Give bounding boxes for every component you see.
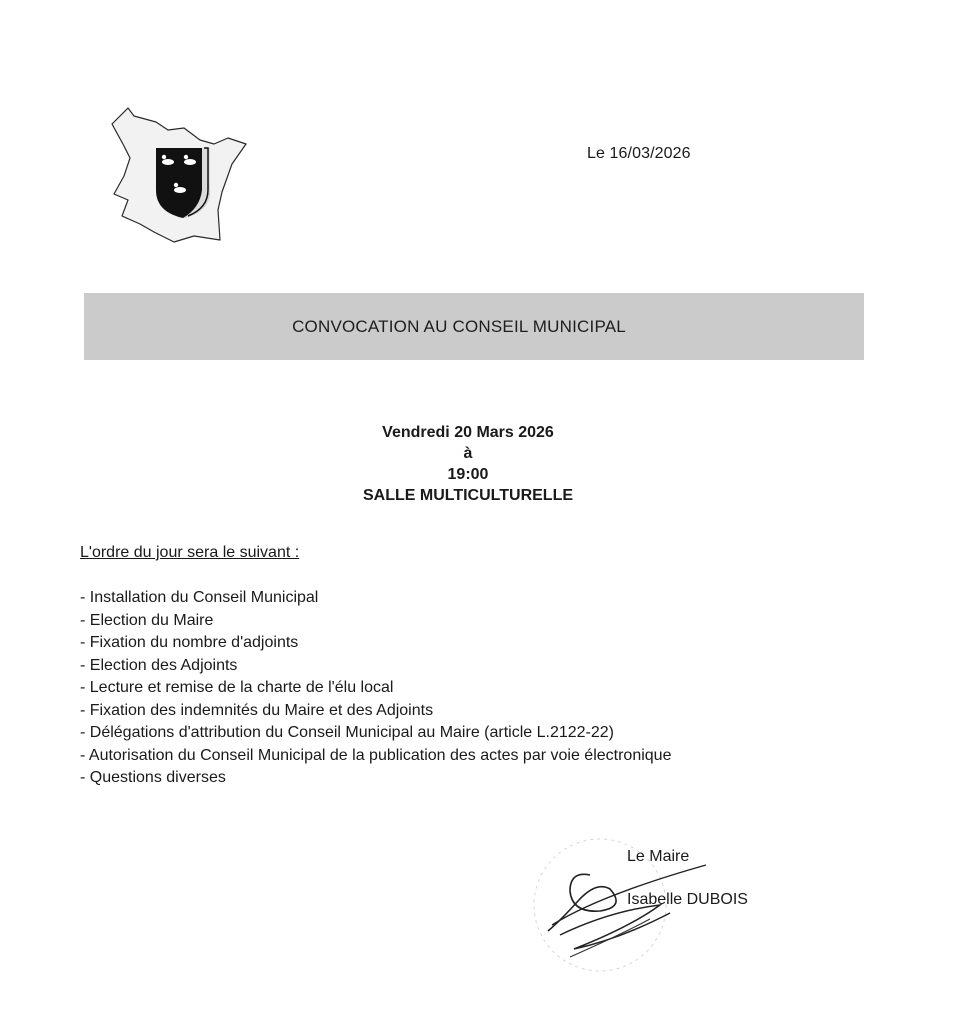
municipal-crest-icon: [104, 104, 254, 244]
signatory-name: Isabelle DUBOIS: [627, 891, 748, 908]
agenda-intro: L'ordre du jour sera le suivant :: [80, 544, 300, 561]
agenda-item: - Fixation des indemnités du Maire et des Adjoints: [80, 701, 434, 719]
agenda-item: - Installation du Conseil Municipal: [80, 589, 319, 606]
agenda-item: - Délégations d'attribution du Conseil Municipal au Maire (article L.2122-22): [80, 724, 614, 741]
title-banner: [84, 293, 864, 360]
agenda-item: - Lecture et remise de la charte de l'élu local: [80, 679, 394, 696]
agenda-item: - Fixation du nombre d'adjoints: [80, 634, 299, 651]
document-date: Le 16/03/2026: [587, 145, 691, 162]
meeting-time: 19:00: [447, 466, 489, 483]
meeting-connector: à: [463, 445, 473, 462]
document-title: CONVOCATION AU CONSEIL MUNICIPAL: [292, 316, 626, 336]
meeting-day: Vendredi 20 Mars 2026: [382, 424, 554, 441]
agenda-list: [80, 587, 671, 790]
agenda-item: - Autorisation du Conseil Municipal de la publication des actes par voie électronique: [80, 746, 672, 764]
signature-block: [530, 835, 790, 985]
agenda-item: - Election du Maire: [80, 611, 214, 629]
agenda-item: - Questions diverses: [80, 769, 226, 786]
signatory-title: Le Maire: [627, 848, 690, 865]
meeting-venue: SALLE MULTICULTURELLE: [362, 487, 574, 504]
agenda-item: - Election des Adjoints: [80, 656, 238, 674]
meeting-details: [268, 422, 668, 506]
